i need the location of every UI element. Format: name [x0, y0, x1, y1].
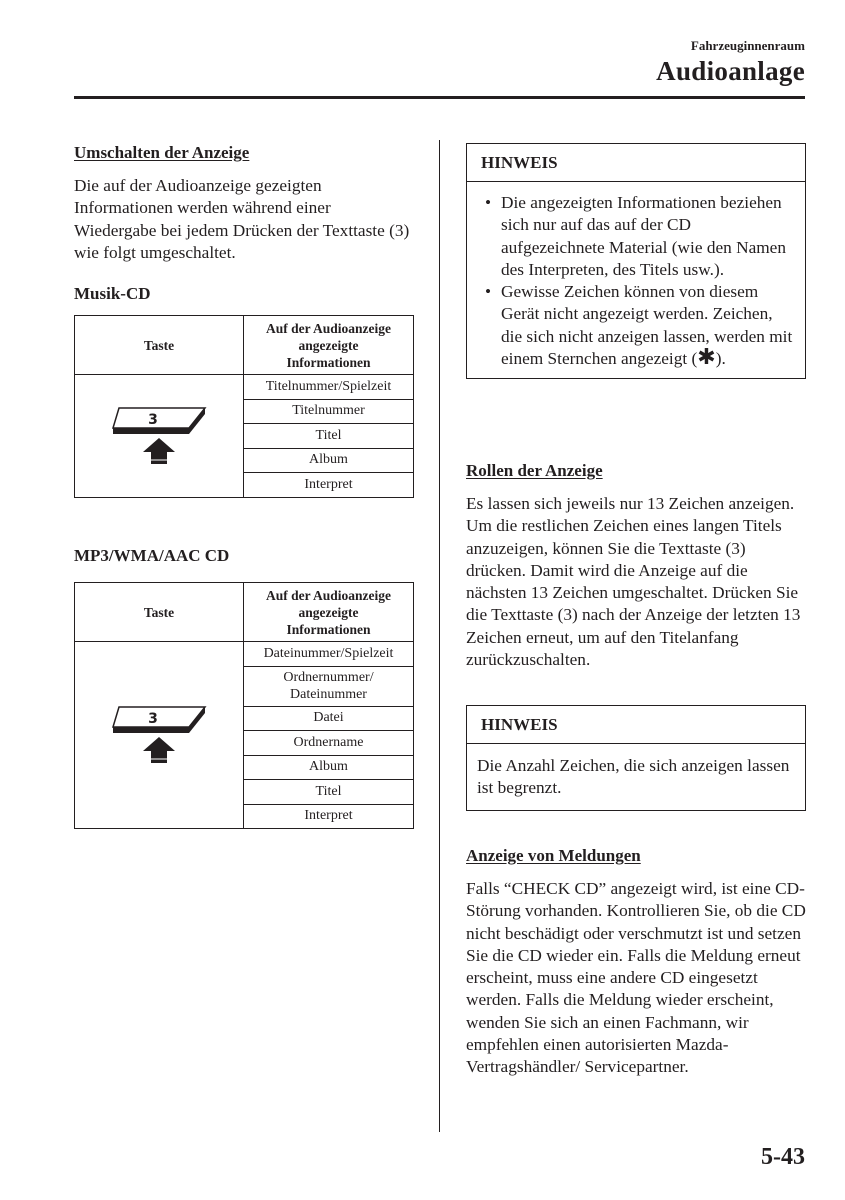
text-key-3-icon — [109, 406, 209, 466]
column-divider — [439, 140, 440, 1132]
table-cell: Ordnername — [244, 731, 414, 756]
table-cell: Titel — [244, 424, 414, 449]
table-cell: Interpret — [244, 473, 414, 498]
table-cell: Datei — [244, 706, 414, 731]
key-label: 3 — [148, 711, 158, 727]
table-cell-line1: Ordnernummer/ — [283, 670, 374, 685]
note-heading: HINWEIS — [467, 706, 805, 744]
table-cell: Titel — [244, 780, 414, 805]
col-header-info — [244, 583, 414, 642]
heading-musik-cd: Musik-CD — [74, 284, 151, 304]
header-rule — [74, 96, 805, 99]
section-label: Fahrzeuginnenraum — [690, 38, 805, 53]
col-header-info-line2: angezeigte — [298, 337, 359, 353]
col-header-info — [244, 316, 414, 375]
paragraph-umschalten: Die auf der Audioanzeige gezeigten Informationen werden während einer Wiedergabe bei jedem Drücken der Texttaste (3) wie folgt umgeschaltet. — [74, 176, 410, 262]
left-column — [74, 143, 414, 304]
table-cell: Titelnummer — [244, 399, 414, 424]
paragraph-rollen: Es lassen sich jeweils nur 13 Zeichen anzeigen. Um die restlichen Zeichen eines langen Titels anzuzeigen, können Sie die Texttaste (3) drücken. Damit wird die Anzeige auf die nächsten 13 Zeichen umgeschaltet. Drücken Sie die Texttaste (3) nach der Anzeige der letzten 13 Zeichen erneut, um auf den Titelanfang zurückzuschalten. — [466, 494, 801, 670]
key-label: 3 — [148, 411, 158, 428]
table-cell: Titelnummer/Spielzeit — [244, 375, 414, 400]
list-item-text: Gewisse Zeichen können von diesem Gerät nicht angezeigt werden. Zeichen, die sich nicht anzeigen lassen, werden mit einem Sternchen angezeigt ( — [501, 282, 793, 369]
asterisk-icon: ✱ — [697, 345, 716, 371]
page-number: 5-43 — [761, 1144, 805, 1170]
list-item — [481, 281, 793, 370]
note-list — [467, 182, 805, 378]
list-item — [481, 192, 793, 281]
scroll-section — [466, 461, 806, 671]
mp3-table — [74, 582, 414, 829]
heading-mp3: MP3/WMA/AAC CD — [74, 546, 230, 565]
messages-section — [466, 846, 806, 1079]
table-cell-line2: Dateinummer — [290, 687, 367, 702]
list-item-text: Die angezeigten Informationen beziehen sich nur auf das auf der CD aufgezeichnete Material (wie den Namen des Interpreten, des Titels usw.). — [501, 193, 786, 279]
music-cd-table — [74, 315, 414, 498]
note-box-2 — [466, 705, 806, 811]
note-text: Die Anzahl Zeichen, die sich anzeigen lassen ist begrenzt. — [477, 756, 790, 798]
heading-meldungen: Anzeige von Meldungen — [466, 846, 641, 865]
col-header-taste: Taste — [75, 316, 244, 375]
col-header-info-line3: Informationen — [286, 354, 371, 370]
key-cell — [75, 375, 244, 498]
page-title: Audioanlage — [656, 56, 805, 86]
col-header-taste: Taste — [75, 583, 244, 642]
bullet-icon: • — [485, 282, 492, 302]
table-cell — [244, 666, 414, 706]
note-heading: HINWEIS — [467, 144, 805, 182]
heading-rollen: Rollen der Anzeige — [466, 461, 603, 480]
text-key-3-icon — [109, 705, 209, 765]
paragraph-meldungen: Falls “CHECK CD” angezeigt wird, ist eine CD-Störung vorhanden. Kontrollieren Sie, ob die CD nicht beschädigt oder verschmutzt ist und setzen Sie die CD wieder ein. Falls die Meldung erneut erscheint, muss eine andere CD eingesetzt werden. Falls die Meldung wieder erscheint, wenden Sie sich an einen Fachmann, wir empfehlen einen autorisierten Mazda-Vertragshändler/ Servicepartner. — [466, 879, 806, 1077]
table-cell: Interpret — [244, 804, 414, 829]
bullet-icon: • — [485, 193, 492, 212]
table-cell: Dateinummer/Spielzeit — [244, 642, 414, 667]
col-header-info-line1: Auf der Audioanzeige — [265, 320, 391, 336]
mp3-heading-wrap — [74, 546, 414, 566]
col-header-info-line3: Informationen — [286, 621, 371, 637]
key-cell — [75, 642, 244, 829]
table-cell: Album — [244, 448, 414, 473]
list-item-end: ). — [715, 349, 726, 369]
heading-umschalten: Umschalten der Anzeige — [74, 143, 250, 162]
col-header-info-line2: angezeigte — [298, 604, 359, 620]
note-box-1 — [466, 143, 806, 379]
table-cell: Album — [244, 755, 414, 780]
col-header-info-line1: Auf der Audioanzeige — [265, 587, 391, 603]
music-cd-table-wrap — [74, 315, 414, 498]
mp3-table-wrap — [74, 582, 414, 829]
